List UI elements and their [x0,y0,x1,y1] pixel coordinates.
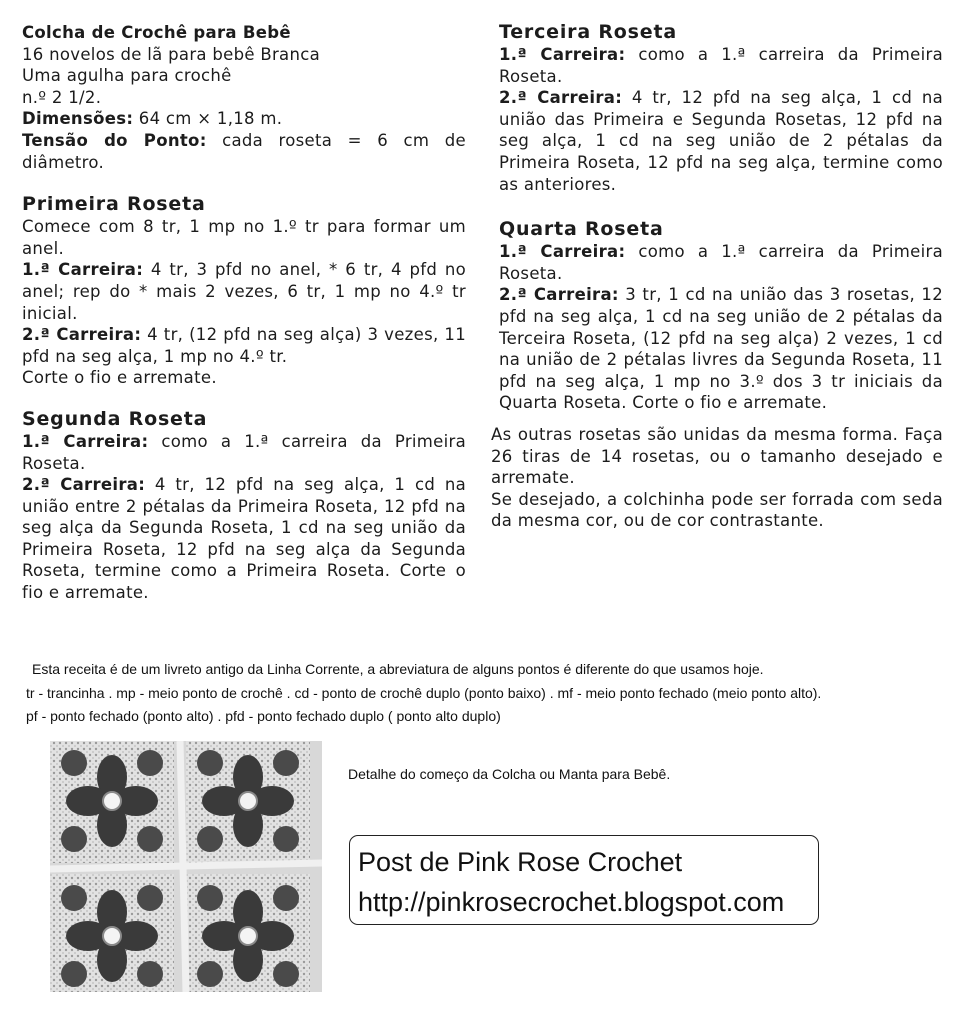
closing-paragraph-2: Se desejado, a colchinha pode ser forrada com seda da mesma cor, ou de cor contrastante. [491,489,943,531]
row-text: como a 1.ª carreira da Primeira Roseta. [22,431,466,473]
section-title-primeira: Primeira Roseta [22,193,206,216]
tension [22,130,466,173]
note-line: Esta receita é de um livreto antigo da Linha Corrente, a abreviatura de alguns pontos é diferente do que usamos hoje. [32,661,764,677]
terceira-row-2 [499,87,943,195]
note-line: tr - trancinha . mp - meio ponto de crochê . cd - ponto de crochê duplo (ponto baixo) . mf - meio ponto fechado (meio ponto alto). [26,685,822,701]
materials-line: Uma agulha para crochê [22,66,232,86]
row-text: 4 tr, 12 pfd na seg alça, 1 cd na união entre 2 pétalas da Primeira Roseta, 12 pfd na seg alça da Segunda Roseta, 1 cd na seg união da Primeira Roseta, 12 pfd na seg alça da Segunda Roseta, termine como a Primeira Roseta. Corte o fio e arremate. [22,475,467,603]
quarta-row-2 [499,284,943,414]
tension-value: cada roseta = 6 cm de diâmetro. [22,130,466,172]
page-title: Colcha de Crochê para Bebê [22,23,291,42]
row-label: 2.ª Carreira: [22,475,146,495]
closing-paragraph-1: As outras rosetas são unidas da mesma forma. Faça 26 tiras de 14 rosetas, ou o tamanho desejado e arremate. [491,424,943,488]
row-label: 2.ª Carreira: [499,285,619,305]
row-label: 1.ª Carreira: [499,242,626,262]
section-title-quarta: Quarta Roseta [499,218,664,241]
row-text: como a 1.ª carreira da Primeira Roseta. [499,45,943,86]
primeira-end: Corte o fio e arremate. [22,368,217,388]
left-column [22,22,466,604]
dimensions-label: Dimensões: [22,109,134,129]
primeira-row-1 [22,259,466,324]
tension-label: Tensão do Ponto: [22,130,207,150]
segunda-row-2 [22,474,466,604]
row-label: 2.ª Carreira: [499,88,623,108]
terceira-row-1 [499,44,943,87]
primeira-intro: Comece com 8 tr, 1 mp no 1.º tr para formar um anel. [22,217,466,258]
photo-caption: Detalhe do começo da Colcha ou Manta para Bebê. [348,766,671,782]
section-title-terceira: Terceira Roseta [499,21,677,43]
credit-box [349,835,819,925]
credit-author: Post de Pink Rose Crochet [358,847,683,877]
dimensions-value: 64 cm × 1,18 m. [133,109,283,129]
row-label: 1.ª Carreira: [22,431,149,451]
row-text: 4 tr, (12 pfd na seg alça) 3 vezes, 11 pfd na seg alça, 1 mp no 4.º tr. [22,325,466,366]
row-text: 4 tr, 12 pfd na seg alça, 1 cd na união das Primeira e Segunda Rosetas, 12 pfd na seg alça, 1 cd na seg união de 2 pétalas da Primeira Roseta, 12 pfd na seg alça, termine como as anteriores. [499,88,944,194]
segunda-row-1 [22,431,466,474]
dimensions [22,108,466,130]
row-label: 1.ª Carreira: [22,260,144,280]
materials-line: 16 novelos de lã para bebê Branca [22,44,321,64]
section-title-segunda: Segunda Roseta [22,407,208,430]
primeira-row-2 [22,324,466,367]
right-column [491,20,944,532]
row-text: 4 tr, 3 pfd no anel, * 6 tr, 4 pfd no anel; rep do * mais 2 vezes, 6 tr, 1 mp no 4.º tr inicial. [22,260,467,323]
quarta-row-1 [499,241,943,284]
row-text: 3 tr, 1 cd na união das 3 rosetas, 12 pfd na seg alça, 1 cd na seg união de 2 pétalas da Terceira Roseta, (12 pfd na seg alça) 2 vezes, 1 cd na união de 2 pétalas livres da Segunda Roseta, 11 pfd na seg alça, 1 mp no 3.º dos 3 tr iniciais da Quarta Roseta. Corte o fio e arremate. [499,285,943,413]
row-text: como a 1.ª carreira da Primeira Roseta. [499,242,943,283]
row-label: 1.ª Carreira: [499,45,626,64]
note-line: pf - ponto fechado (ponto alto) . pfd - ponto fechado duplo ( ponto alto duplo) [26,708,501,724]
credit-url[interactable]: http://pinkrosecrochet.blogspot.com [358,887,785,917]
crochet-detail-photo [50,741,322,992]
crochet-photo-graphic [50,741,322,992]
row-label: 2.ª Carreira: [22,325,142,345]
materials-line: n.º 2 1/2. [22,87,102,107]
